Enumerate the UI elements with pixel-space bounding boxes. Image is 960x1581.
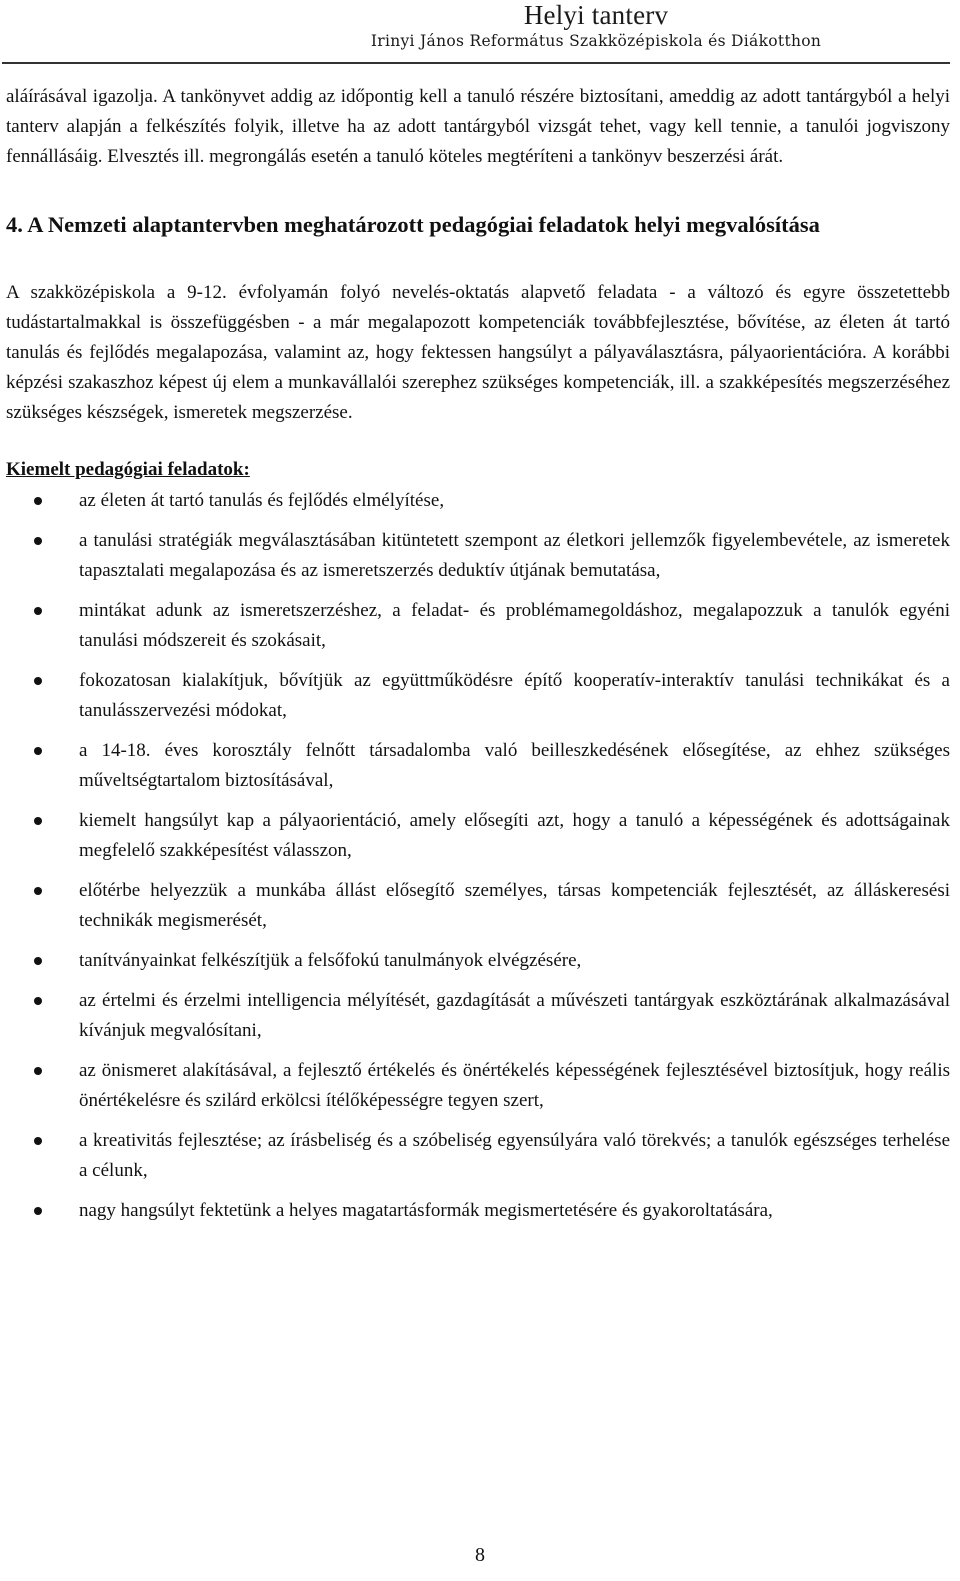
page-number: 8: [475, 1544, 485, 1566]
tasks-heading: Kiemelt pedagógiai feladatok:: [6, 459, 250, 480]
page-header: [246, 0, 946, 58]
header-title: Helyi tanterv: [523, 0, 669, 30]
bullet-icon: [34, 997, 42, 1005]
list-item: a 14-18. éves korosztály felnőtt társadalomba való beilleszkedésének elősegítése, az ehhez szükséges műveltségtartalom biztosításával,: [6, 736, 950, 796]
tasks-list: [6, 486, 950, 1226]
bullet-icon: [34, 1207, 42, 1215]
lead-paragraph: aláírásával igazolja. A tankönyvet addig az időpontig kell a tanuló részére biztosítani, ameddig az adott tantárgyból a helyi tanterv alapján a felkészítés folyik, illetve ha az adott tantárgyból vizsgát tehet, vagy kell tennie, a tanulói jogviszony fennállásáig. Elvesztés ill. megrongálás esetén a tanuló köteles megtéríteni a tankönyv beszerzési árát.: [6, 86, 950, 167]
bullet-icon: [34, 497, 42, 505]
bullet-icon: [34, 747, 42, 755]
section-heading: 4. A Nemzeti alaptantervben meghatározott pedagógiai feladatok helyi megvalósítása: [6, 212, 820, 237]
header-school-name: Irinyi János Református Szakközépiskola és Diákotthon: [370, 32, 822, 50]
bullet-icon: [34, 887, 42, 895]
bullet-icon: [34, 957, 42, 965]
list-item: nagy hangsúlyt fektetünk a helyes magatartásformák megismertetésére és gyakoroltatására,: [6, 1196, 950, 1226]
section-intro: [6, 278, 950, 428]
list-item: a tanulási stratégiák megválasztásában kitüntetett szempont az életkori jellemzők figyelembevétele, az ismeretek tapasztalati megalapozása és az ismeretszerzés deduktív útjának bemutatása,: [6, 526, 950, 586]
bullet-icon: [34, 677, 42, 685]
bullet-icon: [34, 817, 42, 825]
list-item: az értelmi és érzelmi intelligencia mélyítését, gazdagítását a művészeti tantárgyak eszköztárának alkalmazásával kívánjuk megvalósítani,: [6, 986, 950, 1046]
header-divider: [2, 62, 950, 64]
section-intro-text: A szakközépiskola a 9-12. évfolyamán folyó nevelés-oktatás alapvető feladata - a változó és egyre összetettebb tudástartalmakkal is összefüggésben - a már megalapozott kompetenciák továbbfejlesztése, bővítése, az életen át tartó tanulás és fejlődés megalapozása, valamint az, hogy fektessen hangsúlyt a pályaválasztásra, pályaorientációra. A korábbi képzési szakaszhoz képest új elem a munkavállalói szerephez szükséges kompetenciák, ill. a szakképesítés megszerzéséhez szükséges készségek, ismeretek megszerzése.: [6, 282, 950, 423]
bullet-icon: [34, 1067, 42, 1075]
bullet-icon: [34, 1137, 42, 1145]
list-item: mintákat adunk az ismeretszerzéshez, a feladat- és problémamegoldáshoz, megalapozzuk a tanulók egyéni tanulási módszereit és szokásait,: [6, 596, 950, 656]
bullet-icon: [34, 607, 42, 615]
list-item: kiemelt hangsúlyt kap a pályaorientáció, amely elősegíti azt, hogy a tanuló a képességének és adottságainak megfelelő szakképesítést válasszon,: [6, 806, 950, 866]
list-item: előtérbe helyezzük a munkába állást elősegítő személyes, társas kompetenciák fejlesztését, az álláskeresési technikák megismerését,: [6, 876, 950, 936]
list-item: a kreativitás fejlesztése; az írásbeliség és a szóbeliség egyensúlyára való törekvés; a tanulók egészséges terhelése a célunk,: [6, 1126, 950, 1186]
bullet-icon: [34, 537, 42, 545]
list-item: az életen át tartó tanulás és fejlődés elmélyítése,: [6, 486, 950, 516]
list-item: fokozatosan kialakítjuk, bővítjük az együttműködésre építő kooperatív-interaktív tanulási technikákat és a tanulásszervezési módokat,: [6, 666, 950, 726]
page-content: [6, 82, 950, 1236]
list-item: tanítványainkat felkészítjük a felsőfokú tanulmányok elvégzésére,: [6, 946, 950, 976]
list-item: az önismeret alakításával, a fejlesztő értékelés és önértékelés képességének fejlesztésével biztosítjuk, hogy reális önértékelésre és szilárd erkölcsi ítélőképességre tegyen szert,: [6, 1056, 950, 1116]
